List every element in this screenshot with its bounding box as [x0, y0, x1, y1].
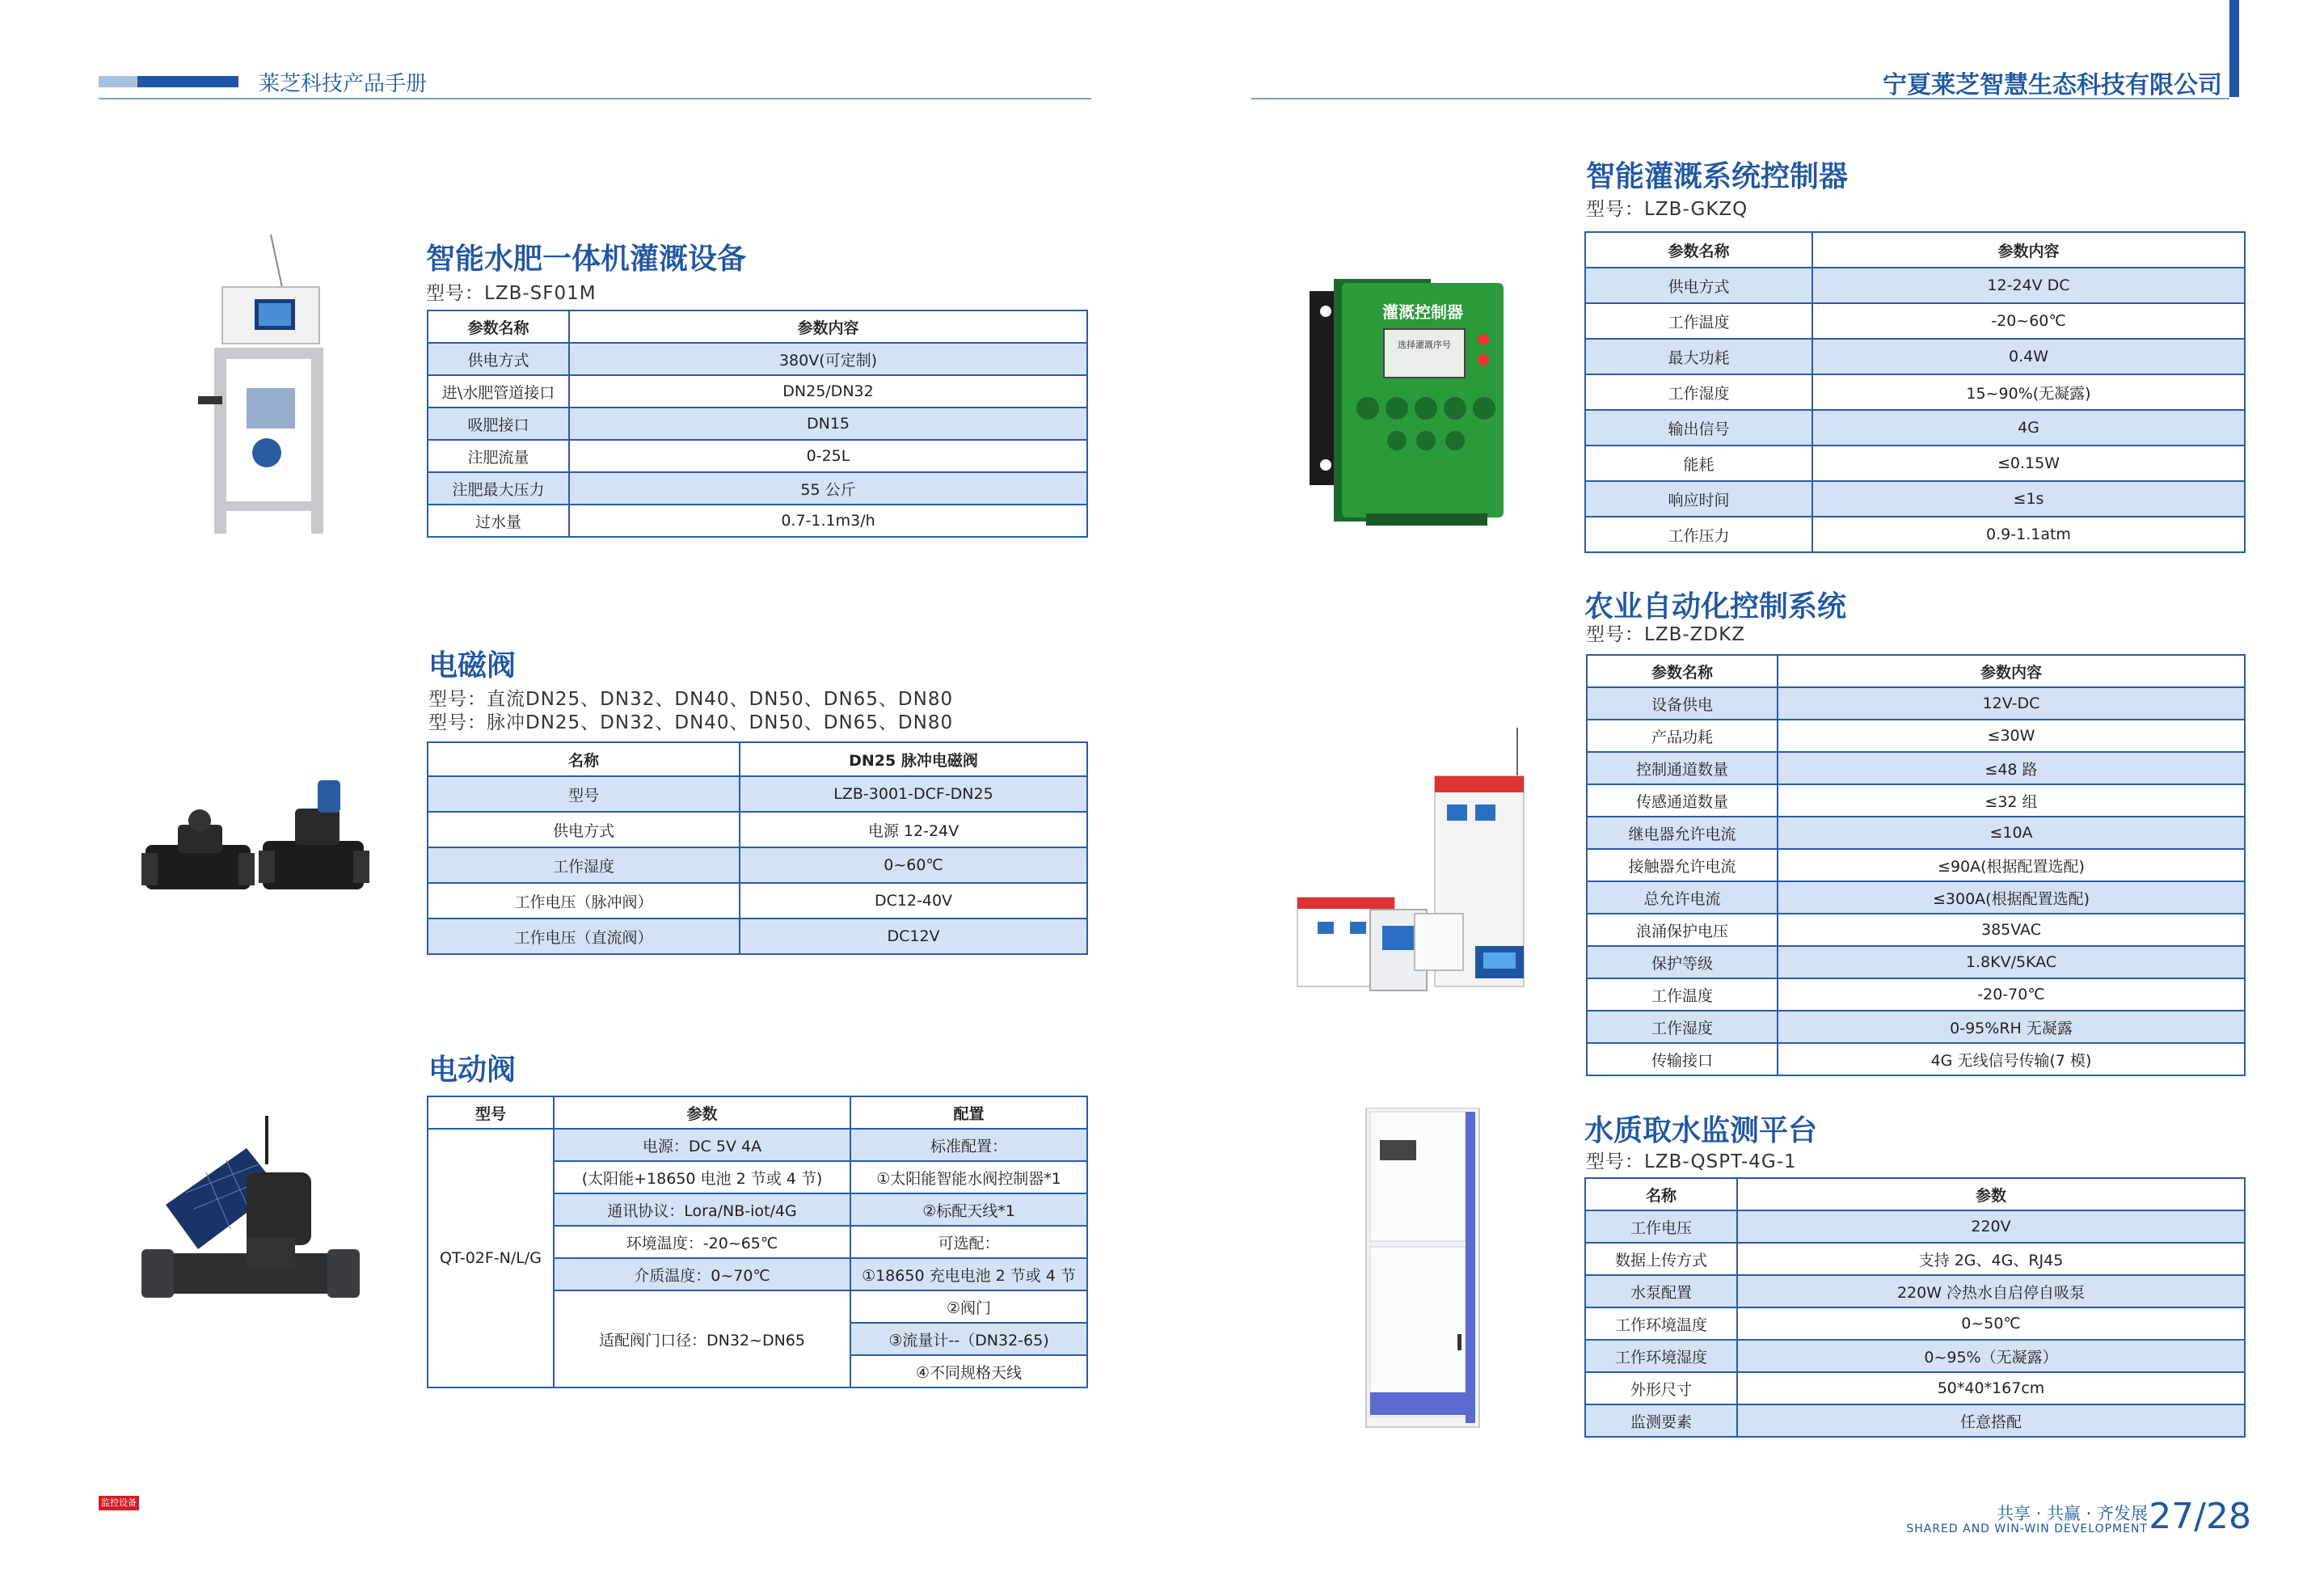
table-row: QT-02F-N/L/G 电源：DC 5V 4A 标准配置：	[428, 1129, 1087, 1161]
page-number: 27/28	[2149, 1496, 2251, 1537]
product-title-sf01m: 智能水肥一体机灌溉设备	[426, 243, 747, 276]
table-row: 工作压力 0.9-1.1atm	[1585, 517, 2245, 552]
table-header: 参数内容	[569, 310, 1087, 343]
table-row: 工作湿度 0~60℃	[428, 847, 1087, 883]
table-row: 进\水肥管道接口 DN25/DN32	[428, 375, 1087, 408]
product-title-gkzq: 智能灌溉系统控制器	[1586, 160, 1849, 193]
table-header: 名称	[1585, 1178, 1737, 1210]
table-row: 吸肥接口 DN15	[428, 408, 1087, 440]
table-row: 工作电压（脉冲阀） DC12-40V	[428, 883, 1087, 919]
table-row: 环境温度：-20~65℃ 可选配：	[428, 1226, 1087, 1258]
table-header: 参数内容	[1812, 232, 2245, 268]
device-label: 灌溉控制器	[1382, 302, 1463, 322]
table-row: 监测要素 任意搭配	[1585, 1404, 2245, 1437]
table-header: DN25 脉冲电磁阀	[740, 742, 1087, 776]
table-row: 工作温度 -20-70℃	[1587, 978, 2245, 1011]
table-row: 供电方式 12-24V DC	[1585, 268, 2245, 303]
product-title-qspt: 水质取水监测平台	[1584, 1114, 1818, 1147]
footer-slogan-cn: 共享 · 共赢 · 齐发展	[1996, 1504, 2148, 1523]
table-row: 介质温度：0~70℃ ①18650 充电电池 2 节或 4 节	[428, 1258, 1087, 1290]
table-row: 输出信号 4G	[1585, 410, 2245, 446]
table-header: 型号	[428, 1096, 554, 1129]
table-row: 数据上传方式 支持 2G、4G、RJ45	[1585, 1243, 2245, 1275]
table-row: 浪涌保护电压 385VAC	[1587, 914, 2245, 946]
spec-table-motor-valve	[427, 1096, 1088, 1388]
table-row: 通讯协议：Lora/NB-iot/4G ②标配天线*1	[428, 1193, 1087, 1226]
table-header: 名称	[428, 742, 740, 776]
footer-slogan-en: SHARED AND WIN-WIN DEVELOPMENT	[1906, 1523, 2148, 1535]
motorized-valve-image	[141, 1116, 360, 1326]
table-row: 产品功耗 ≤30W	[1587, 720, 2245, 752]
table-header: 参数内容	[1778, 655, 2245, 687]
table-header: 参数名称	[428, 310, 569, 343]
model-cell: QT-02F-N/L/G	[428, 1129, 554, 1387]
table-row: 注肥流量 0-25L	[428, 440, 1087, 472]
header-vertical-bar	[2229, 0, 2239, 97]
spec-table-qspt	[1584, 1177, 2246, 1438]
table-row: 控制通道数量 ≤48 路	[1587, 752, 2245, 784]
irrigation-controller-image	[1310, 279, 1512, 526]
header-rule-left	[99, 98, 1091, 99]
table-row: 最大功耗 0.4W	[1585, 339, 2245, 374]
table-row: (太阳能+18650 电池 2 节或 4 节) ①太阳能智能水阀控制器*1	[428, 1161, 1087, 1193]
table-row: 响应时间 ≤1s	[1585, 481, 2245, 517]
table-header: 参数名称	[1585, 232, 1812, 268]
table-row: 供电方式 380V(可定制)	[428, 343, 1087, 375]
header-accent-dark	[137, 76, 238, 87]
table-header: 配置	[850, 1096, 1087, 1129]
table-row: 能耗 ≤0.15W	[1585, 446, 2245, 481]
table-row: 工作湿度 15~90%(无凝露)	[1585, 374, 2245, 410]
table-row: 工作温度 -20~60℃	[1585, 303, 2245, 339]
device-screen-text: 选择灌溉序号	[1398, 340, 1451, 350]
table-row: 注肥最大压力 55 公斤	[428, 472, 1087, 505]
table-row: 工作电压（直流阀） DC12V	[428, 919, 1087, 954]
table-row: 设备供电 12V-DC	[1587, 687, 2245, 720]
table-row: 工作环境温度 0~50℃	[1585, 1307, 2245, 1340]
spec-table-zdkz	[1586, 654, 2246, 1076]
table-row: 过水量 0.7-1.1m3/h	[428, 505, 1087, 537]
automation-cabinet-image	[1289, 728, 1548, 1003]
header-accent-light	[99, 76, 137, 87]
spec-table-sf01m	[427, 310, 1088, 538]
product-model-qspt: 型号：LZB-QSPT-4G-1	[1586, 1151, 1797, 1172]
table-row: 外形尺寸 50*40*167cm	[1585, 1372, 2245, 1404]
table-row: 工作电压 220V	[1585, 1210, 2245, 1243]
table-row: 保护等级 1.8KV/5KAC	[1587, 946, 2245, 978]
product-title-valve: 电磁阀	[428, 649, 517, 682]
table-row: 传感通道数量 ≤32 组	[1587, 784, 2245, 817]
spec-table-gkzq	[1584, 231, 2246, 553]
product-title-zdkz: 农业自动化控制系统	[1584, 590, 1847, 623]
table-header: 参数	[554, 1096, 850, 1129]
table-row: 水泵配置 220W 冷热水自启停自吸泵	[1585, 1275, 2245, 1307]
water-quality-cabinet-image	[1362, 1108, 1483, 1431]
table-row: 接触器允许电流 ≤90A(根据配置选配)	[1587, 849, 2245, 881]
fertigation-machine-image	[182, 234, 356, 550]
table-header: 参数名称	[1587, 655, 1778, 687]
product-model-gkzq: 型号：LZB-GKZQ	[1586, 199, 1748, 220]
table-row: 适配阀门口径：DN32~DN65 ②阀门	[428, 1290, 1087, 1323]
product-title-motor-valve: 电动阀	[428, 1054, 517, 1087]
table-row: 工作湿度 0-95%RH 无凝露	[1587, 1011, 2245, 1043]
table-row: 继电器允许电流 ≤10A	[1587, 817, 2245, 849]
table-row: ③流量计--（DN32-65)	[428, 1323, 1087, 1355]
product-model-dc: 型号：直流DN25、DN32、DN40、DN50、DN65、DN80	[428, 689, 954, 710]
catalog-title: 莱芝科技产品手册	[259, 72, 428, 96]
table-row: ④不同规格天线	[428, 1355, 1087, 1387]
spec-table-valve	[427, 741, 1088, 955]
product-model-pulse: 型号：脉冲DN25、DN32、DN40、DN50、DN65、DN80	[428, 712, 954, 733]
table-row: 工作环境湿度 0~95%（无凝露）	[1585, 1340, 2245, 1372]
table-row: 传输接口 4G 无线信号传输(7 模)	[1587, 1043, 2245, 1075]
solenoid-valve-image	[141, 776, 372, 897]
product-model-zdkz: 型号：LZB-ZDKZ	[1586, 624, 1745, 645]
product-model-sf01m: 型号：LZB-SF01M	[426, 283, 597, 304]
company-name: 宁夏莱芝智慧生态科技有限公司	[1883, 71, 2222, 99]
category-badge: 监控设备	[99, 1496, 139, 1510]
table-header: 参数	[1737, 1178, 2245, 1210]
table-row: 供电方式 电源 12-24V	[428, 812, 1087, 847]
table-row: 型号 LZB-3001-DCF-DN25	[428, 776, 1087, 812]
table-row: 总允许电流 ≤300A(根据配置选配)	[1587, 881, 2245, 914]
